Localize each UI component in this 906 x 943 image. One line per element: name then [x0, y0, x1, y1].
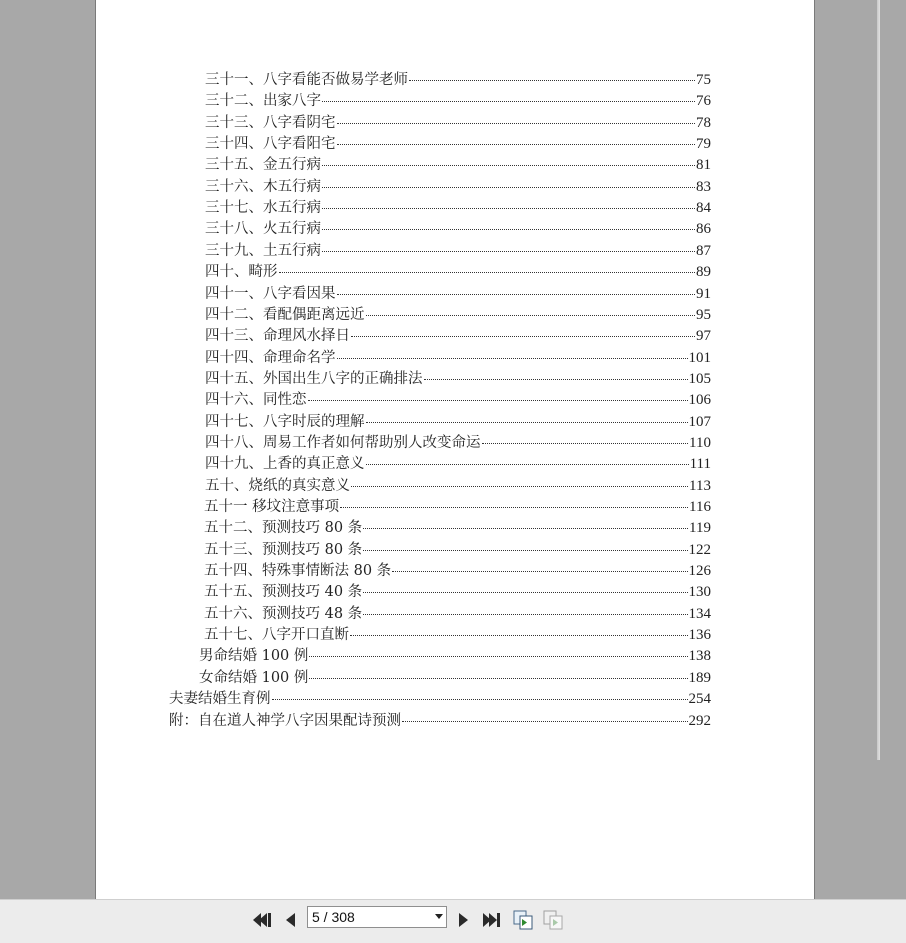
toc-entry-page: 111: [689, 456, 711, 473]
toc-entry-page: 106: [688, 392, 711, 409]
toc-leader-dots: [350, 634, 688, 636]
toc-leader-dots: [392, 570, 687, 572]
toc-entry-page: 134: [688, 605, 711, 622]
toc-leader-dots: [363, 527, 688, 529]
toc-entry-title: 四十六、同性恋: [205, 392, 307, 409]
toc-entry: [199, 644, 711, 665]
toc-leader-dots: [366, 463, 689, 465]
toc-entry-page: 81: [696, 157, 711, 174]
toc-entry-page: 79: [696, 136, 711, 153]
toc-entry: [205, 452, 711, 473]
toc-entry-title: 五十一 移坟注意事项: [204, 499, 340, 515]
toc-leader-dots: [337, 293, 696, 295]
toc-entry: [205, 388, 711, 409]
toc-entry: [204, 580, 711, 601]
toc-entry: [205, 346, 711, 367]
toc-entry-title: 三十七、水五行病: [205, 200, 321, 217]
toc-entry: [204, 516, 711, 537]
toc-entry-title: 三十五、金五行病: [205, 157, 321, 174]
toc-leader-dots: [322, 207, 695, 209]
toc-entry-page: 86: [696, 221, 711, 238]
toc-entry-page: 91: [696, 285, 711, 302]
toc-leader-dots: [363, 549, 687, 551]
toc-entry-title: 四十三、命理风水择日: [205, 328, 350, 345]
previous-page-button[interactable]: [278, 908, 302, 932]
toc-entry-title: 附：自在道人神学八字因果配诗预测: [169, 712, 401, 729]
toc-entry-page: 136: [688, 627, 711, 644]
toc-entry-page: 87: [696, 242, 711, 259]
page-indicator-text: 5 / 308: [312, 909, 355, 925]
toc-entry: [169, 687, 711, 708]
copy-page-button[interactable]: [511, 908, 535, 932]
toc-leader-dots: [409, 79, 695, 81]
toc-leader-dots: [322, 186, 695, 188]
toc-entry: [205, 111, 711, 132]
last-page-icon: [482, 911, 502, 929]
toc-leader-dots: [340, 506, 688, 508]
toc-entry-page: 97: [696, 328, 711, 345]
toc-entry-page: 89: [696, 264, 711, 281]
toc-entry: [204, 602, 711, 623]
toc-entry-title: 四十七、八字时辰的理解: [205, 413, 365, 430]
toc-entry-title: 四十、畸形: [205, 264, 278, 281]
toc-leader-dots: [279, 271, 696, 273]
toc-entry: [205, 89, 711, 110]
toc-entry-title: 五十二、预测技巧 80 条: [204, 520, 363, 537]
toc-entry-title: 男命结婚 100 例: [199, 648, 309, 665]
toc-leader-dots: [351, 485, 688, 487]
toc-leader-dots: [366, 314, 696, 316]
toc-entry-title: 三十九、土五行病: [205, 242, 321, 259]
toc-leader-dots: [424, 378, 688, 380]
toc-entry-title: 四十一、八字看因果: [205, 285, 336, 302]
chevron-down-icon[interactable]: [435, 914, 443, 919]
next-page-button[interactable]: [452, 908, 476, 932]
next-page-icon: [457, 911, 471, 929]
toc-entry: [205, 68, 711, 89]
toc-entry-page: 130: [688, 584, 711, 601]
toc-entry-title: 五十六、预测技巧 48 条: [204, 605, 363, 622]
toc-leader-dots: [337, 122, 696, 124]
toc-entry: [205, 474, 711, 495]
toc-entry-title: 五十、烧纸的真实意义: [205, 477, 350, 494]
toc-entry-page: 113: [689, 477, 711, 494]
toc-entry-title: 四十九、上香的真正意义: [205, 456, 365, 473]
toc-entry: [205, 410, 711, 431]
page-navigation-toolbar: [0, 899, 906, 943]
toc-entry: [205, 217, 711, 238]
toc-entry-title: 三十一、八字看能否做易学老师: [205, 72, 408, 88]
toc-entry: [205, 196, 711, 217]
toc-entry-title: 夫妻结婚生育例: [169, 691, 271, 708]
toc-leader-dots: [322, 250, 695, 252]
toc-entry-title: 女命结婚 100 例: [199, 669, 309, 686]
toc-leader-dots: [337, 357, 688, 359]
copy-page-icon: [512, 909, 534, 931]
toc-leader-dots: [322, 100, 695, 102]
toc-entry: [199, 666, 711, 687]
toc-entry-title: 三十六、木五行病: [205, 178, 321, 195]
toc-leader-dots: [309, 655, 687, 657]
toc-leader-dots: [322, 164, 695, 166]
toc-entry: [204, 623, 711, 644]
toc-entry-page: 107: [688, 413, 711, 430]
first-page-button[interactable]: [250, 908, 274, 932]
toc-entry-title: 五十五、预测技巧 40 条: [204, 584, 363, 601]
toc-leader-dots: [402, 720, 688, 722]
toc-leader-dots: [337, 143, 696, 145]
toc-entry-page: 75: [696, 72, 711, 88]
toc-entry-title: 四十二、看配偶距离远近: [205, 306, 365, 323]
toc-entry-page: 84: [696, 200, 711, 217]
toc-leader-dots: [322, 228, 695, 230]
toc-entry: [205, 153, 711, 174]
toc-entry: [205, 431, 711, 452]
toc-entry-page: 254: [688, 691, 711, 708]
toc-entry-page: 292: [688, 712, 711, 729]
toc-entry-title: 四十八、周易工作者如何帮助别人改变命运: [205, 434, 481, 451]
toc-entry-page: 119: [689, 520, 711, 537]
toc-entry-title: 三十三、八字看阴宅: [205, 114, 336, 131]
toc-entry-page: 101: [688, 349, 711, 366]
toc-entry: [205, 175, 711, 196]
document-page: [95, 0, 815, 899]
toc-entry: [205, 132, 711, 153]
toc-entry-page: 110: [689, 434, 711, 451]
page-number-select[interactable]: [307, 906, 447, 928]
scan-shadow-edge: [877, 0, 880, 760]
toc-entry-page: 76: [696, 93, 711, 110]
toc-entry: [205, 239, 711, 260]
toc-entry: [169, 709, 711, 730]
toc-entry-title: 三十二、出家八字: [205, 93, 321, 110]
last-page-button[interactable]: [480, 908, 504, 932]
first-page-icon: [252, 911, 272, 929]
paste-page-icon: [542, 909, 564, 931]
toc-leader-dots: [363, 591, 687, 593]
toc-entry: [204, 538, 711, 559]
toc-entry-title: 三十八、火五行病: [205, 221, 321, 238]
toc-entry-page: 122: [688, 541, 711, 558]
paste-page-button[interactable]: [541, 908, 565, 932]
toc-entry-page: 78: [696, 114, 711, 131]
toc-entry: [204, 559, 711, 580]
toc-entry: [205, 282, 711, 303]
toc-entry-title: 四十四、命理命名学: [205, 349, 336, 366]
toc-entry: [205, 260, 711, 281]
toc-entry-title: 五十四、特殊事情断法 80 条: [204, 563, 392, 580]
toc-leader-dots: [309, 677, 687, 679]
toc-entry-title: 五十三、预测技巧 80 条: [204, 541, 363, 558]
toc-entry-page: 95: [696, 306, 711, 323]
toc-leader-dots: [363, 613, 687, 615]
toc-entry-page: 83: [696, 178, 711, 195]
toc-entry-page: 138: [688, 648, 711, 665]
toc-entry-page: 105: [688, 370, 711, 387]
toc-entry-page: 116: [689, 499, 711, 515]
toc-entry: [204, 495, 711, 516]
toc-leader-dots: [272, 698, 688, 700]
toc-entry-title: 五十七、八字开口直断: [204, 627, 349, 644]
toc-leader-dots: [366, 421, 688, 423]
toc-entry: [205, 303, 711, 324]
toc-entry: [205, 324, 711, 345]
toc-entry: [205, 367, 711, 388]
toc-leader-dots: [351, 335, 695, 337]
toc-entry-page: 189: [688, 669, 711, 686]
previous-page-icon: [283, 911, 297, 929]
toc-entry-page: 126: [688, 563, 711, 580]
toc-entry-title: 三十四、八字看阳宅: [205, 136, 336, 153]
toc-leader-dots: [482, 442, 689, 444]
toc-leader-dots: [308, 399, 688, 401]
toc-entry-title: 四十五、外国出生八字的正确排法: [205, 370, 423, 387]
